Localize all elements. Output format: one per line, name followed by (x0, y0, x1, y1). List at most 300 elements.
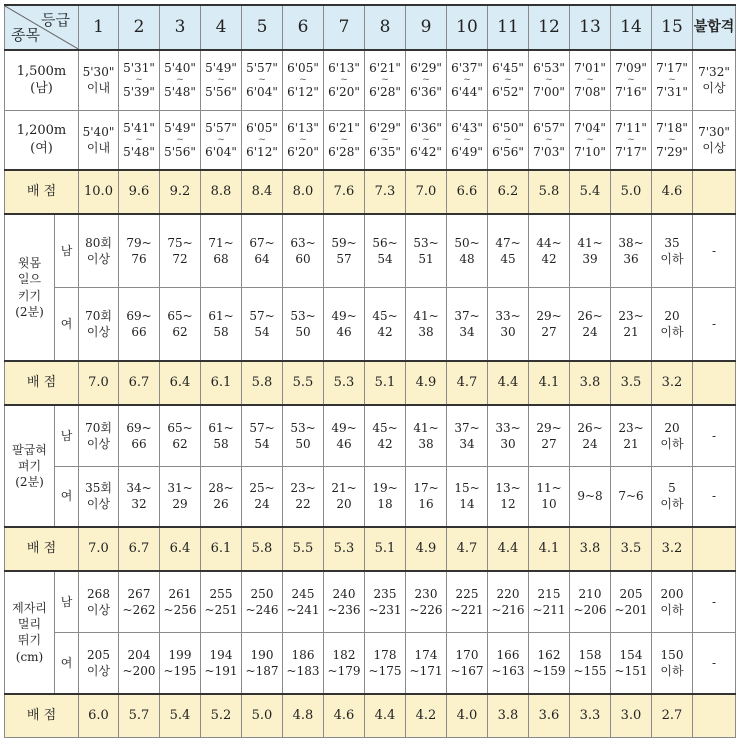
grade-cell (652, 466, 693, 527)
score-value: 2.7 (652, 694, 693, 738)
cell-text: 61~ (208, 308, 234, 323)
score-value: 6.7 (119, 527, 160, 571)
situp-female-row (5, 288, 736, 361)
cell-text: 68 (213, 252, 229, 267)
cell-text: 21 (623, 436, 639, 451)
grade-cell (324, 288, 365, 361)
cell-text: 7'10" (574, 144, 606, 159)
cell-text: 162 (537, 647, 561, 662)
grade-cell (160, 214, 201, 287)
run_1500-row (5, 50, 736, 110)
cell-text: 6'13" (287, 120, 319, 135)
score-value: 4.4 (365, 694, 406, 738)
event-name-line: 팔굽혀 (12, 442, 47, 457)
cell-text: ~171 (409, 663, 443, 678)
cell-text: 6'56" (492, 144, 524, 159)
cell-text: 57~ (249, 420, 275, 435)
cell-text: 6'53" (533, 60, 565, 75)
pushup-score-row (5, 527, 736, 571)
score-value: 5.3 (324, 527, 365, 571)
range-tilde: ~ (668, 134, 676, 145)
cell-text: ~226 (409, 602, 443, 617)
cell-text: 67~ (249, 235, 275, 250)
cell-text: 53~ (413, 235, 439, 250)
cell-text: 38 (418, 325, 434, 340)
cell-text: ~187 (245, 663, 279, 678)
cell-text: 220 (496, 586, 520, 601)
grade-cell (652, 405, 693, 466)
cell-text: 62 (172, 436, 188, 451)
grade-cell (447, 405, 488, 466)
score-value: 3.5 (611, 527, 652, 571)
grade-cell (365, 110, 406, 170)
grade-cell (570, 405, 611, 466)
range-tilde: ~ (463, 75, 471, 86)
cell-text: 7'30" (698, 124, 730, 139)
event-name-line: 윗몸 (17, 256, 42, 271)
score-value: 5.4 (570, 170, 611, 214)
cell-text: 54 (377, 252, 393, 267)
score-value: 9.6 (119, 170, 160, 214)
cell-text: 5'48" (164, 85, 196, 100)
cell-text: ~262 (122, 602, 156, 617)
score-value: 4.4 (488, 527, 529, 571)
cell-text: 33~ (495, 420, 521, 435)
cell-text: 5'31" (123, 60, 155, 75)
cell-text: 44~ (536, 235, 562, 250)
grade-cell (488, 632, 529, 693)
cell-text: 46 (336, 325, 352, 340)
event-name (5, 110, 79, 170)
range-tilde: ~ (258, 134, 266, 145)
corner-header (5, 5, 79, 50)
cell-text: 194 (209, 647, 233, 662)
cell-text: 33~ (495, 308, 521, 323)
cell-text: 5'57" (246, 60, 278, 75)
cell-text: 186 (291, 647, 315, 662)
cell-text: 24 (582, 325, 598, 340)
cell-text: 7'18" (656, 120, 688, 135)
grade-number: 4 (201, 5, 242, 50)
event-name-line: (cm) (15, 649, 44, 664)
fail-header: 불합격 (693, 5, 736, 50)
cell-text: 30 (500, 325, 516, 340)
grade-number: 13 (570, 5, 611, 50)
cell-text: 30 (500, 436, 516, 451)
grade-cell (570, 632, 611, 693)
grade-number: 7 (324, 5, 365, 50)
grade-cell (488, 214, 529, 287)
event-name-line: 키기 (17, 288, 42, 303)
cell-text: 37~ (454, 308, 480, 323)
cell-text: 210 (578, 586, 602, 601)
cell-text: 7'00" (533, 85, 565, 100)
score-empty (693, 527, 736, 571)
grade-cell (283, 466, 324, 527)
cell-text: 69~ (126, 308, 152, 323)
score-value: 6.2 (488, 170, 529, 214)
score-empty (693, 361, 736, 405)
cell-text: 6'29" (410, 60, 442, 75)
grade-cell (79, 110, 119, 170)
cell-text: 66 (131, 436, 147, 451)
cell-text: 6'04" (205, 144, 237, 159)
grade-cell (570, 466, 611, 527)
grade-cell (488, 110, 529, 170)
score-value: 8.0 (283, 170, 324, 214)
score-value: 5.0 (611, 170, 652, 214)
score-value: 7.6 (324, 170, 365, 214)
cell-text: 23~ (618, 308, 644, 323)
score-value: 6.7 (119, 361, 160, 405)
cell-text: 261 (168, 586, 192, 601)
cell-text: 이상 (86, 436, 111, 451)
grade-cell (570, 288, 611, 361)
cell-text: 17~ (413, 481, 439, 496)
grade-cell (119, 405, 160, 466)
grade-cell (529, 466, 570, 527)
fail-cell: - (693, 288, 736, 361)
range-tilde: ~ (545, 75, 553, 86)
event-name-line: 펴기 (17, 458, 42, 473)
cell-text: 76 (131, 252, 147, 267)
cell-text: (여) (30, 140, 53, 156)
cell-text: 69~ (126, 420, 152, 435)
cell-text: 7'31" (656, 85, 688, 100)
grade-cell (365, 405, 406, 466)
cell-text: 21~ (331, 481, 357, 496)
score-value: 5.4 (160, 694, 201, 738)
cell-text: 62 (172, 325, 188, 340)
cell-text: ~179 (327, 663, 361, 678)
cell-text: 이내 (86, 81, 111, 96)
range-tilde: ~ (668, 75, 676, 86)
grade-number: 12 (529, 5, 570, 50)
cell-text: 70회 (85, 420, 112, 435)
sex-label: 남 (55, 571, 79, 632)
situp-score-row (5, 361, 736, 405)
grade-cell (119, 466, 160, 527)
grade-cell (242, 50, 283, 110)
cell-text: 245 (291, 586, 315, 601)
cell-text: 이상 (86, 602, 111, 617)
grade-cell (79, 214, 119, 287)
grade-cell (201, 632, 242, 693)
fail-cell: - (693, 214, 736, 287)
cell-text: ~191 (204, 663, 238, 678)
cell-text: 5'40" (164, 60, 196, 75)
cell-text: ~221 (450, 602, 484, 617)
cell-text: 58 (213, 325, 229, 340)
cell-text: 27 (541, 436, 557, 451)
grade-number: 14 (611, 5, 652, 50)
score-value: 7.0 (406, 170, 447, 214)
cell-text: 20 (664, 308, 680, 323)
grade-cell (242, 405, 283, 466)
score-value: 5.8 (242, 361, 283, 405)
cell-text: ~211 (532, 602, 566, 617)
cell-text: 150 (660, 647, 684, 662)
cell-text: 6'42" (410, 144, 442, 159)
score-value: 3.8 (570, 527, 611, 571)
cell-text: 29~ (536, 420, 562, 435)
grade-cell (79, 571, 119, 632)
grade-cell (324, 405, 365, 466)
grade-cell (201, 405, 242, 466)
score-value: 4.6 (324, 694, 365, 738)
grade-cell (447, 214, 488, 287)
cell-text: 50 (295, 436, 311, 451)
score-value: 5.2 (201, 694, 242, 738)
event-name-line: 일으 (17, 272, 42, 287)
grade-cell (365, 571, 406, 632)
cell-text: 5'56" (205, 85, 237, 100)
grade-cell (652, 214, 693, 287)
cell-text: 이상 (702, 140, 726, 155)
cell-text: 11~ (536, 481, 562, 496)
grade-cell (406, 110, 447, 170)
cell-text: 이하 (660, 436, 684, 451)
grade-cell (488, 288, 529, 361)
cell-text: 235 (373, 586, 397, 601)
grade-cell (201, 571, 242, 632)
range-tilde: ~ (299, 75, 307, 86)
cell-text: 7'03" (533, 144, 565, 159)
grade-cell (529, 571, 570, 632)
grade-cell (201, 288, 242, 361)
cell-text: 15~ (454, 481, 480, 496)
score-value: 4.1 (529, 527, 570, 571)
event-name-line: (2분) (15, 304, 44, 319)
grade-cell (119, 632, 160, 693)
cell-text: (남) (30, 81, 53, 97)
grade-cell (529, 288, 570, 361)
fail-cell: - (693, 466, 736, 527)
cell-text: 45~ (372, 308, 398, 323)
score-value: 4.4 (488, 361, 529, 405)
cell-text: 7'04" (574, 120, 606, 135)
cell-text: ~201 (614, 602, 648, 617)
score-value: 5.3 (324, 361, 365, 405)
cell-text: 57 (336, 252, 352, 267)
range-tilde: ~ (463, 134, 471, 145)
cell-text: ~200 (122, 663, 156, 678)
cell-text: 22 (295, 497, 311, 512)
sex-label: 남 (55, 405, 79, 466)
cell-text: 174 (414, 647, 438, 662)
cell-text: 49~ (331, 308, 357, 323)
grade-cell (324, 214, 365, 287)
cell-text: 25~ (249, 481, 275, 496)
cell-text: 7~6 (618, 489, 644, 504)
cell-text: 29 (172, 497, 188, 512)
cell-text: ~241 (286, 602, 320, 617)
grade-cell (611, 466, 652, 527)
cell-text: 56~ (372, 235, 398, 250)
range-tilde: ~ (217, 134, 225, 145)
cell-text: 12 (500, 497, 516, 512)
fail-cell: - (693, 571, 736, 632)
cell-text: 21 (623, 325, 639, 340)
grade-cell (283, 571, 324, 632)
cell-text: 26~ (577, 308, 603, 323)
cell-text: 7'09" (615, 60, 647, 75)
grade-cell (529, 110, 570, 170)
cell-text: 54 (254, 325, 270, 340)
grade-number: 15 (652, 5, 693, 50)
cell-text: 28~ (208, 481, 234, 496)
cell-text: 6'36" (410, 85, 442, 100)
cell-text: 5'49" (164, 120, 196, 135)
score-value: 6.4 (160, 527, 201, 571)
sex-label: 여 (55, 632, 79, 693)
grade-cell (529, 405, 570, 466)
cell-text: ~163 (491, 663, 525, 678)
cell-text: 6'29" (369, 120, 401, 135)
cell-text: 182 (332, 647, 356, 662)
cell-text: 이하 (660, 252, 684, 267)
grade-number: 2 (119, 5, 160, 50)
range-tilde: ~ (422, 75, 430, 86)
score-value: 8.4 (242, 170, 283, 214)
score-value: 7.0 (79, 361, 119, 405)
fail-cell: - (693, 405, 736, 466)
score-value: 5.8 (529, 170, 570, 214)
cell-text: 66 (131, 325, 147, 340)
cell-text: 이상 (86, 497, 111, 512)
cell-text: 41~ (413, 420, 439, 435)
cell-text: 75~ (167, 235, 193, 250)
grade-cell (242, 110, 283, 170)
grade-cell (447, 632, 488, 693)
pushup-male-row (5, 405, 736, 466)
cell-text: 23~ (618, 420, 644, 435)
score-value: 5.0 (242, 694, 283, 738)
grade-cell (242, 632, 283, 693)
score-label: 배 점 (5, 527, 79, 571)
cell-text: 7'17" (656, 60, 688, 75)
cell-text: 6'37" (451, 60, 483, 75)
cell-text: 6'35" (369, 144, 401, 159)
cell-text: 60 (295, 252, 311, 267)
grade-number: 5 (242, 5, 283, 50)
cell-text: 5'56" (164, 144, 196, 159)
cell-text: 이내 (86, 140, 111, 155)
grade-cell (406, 632, 447, 693)
cell-text: 53~ (290, 308, 316, 323)
cell-text: 5'41" (123, 120, 155, 135)
cell-text: 170 (455, 647, 479, 662)
cell-text: 65~ (167, 308, 193, 323)
event-name (5, 50, 79, 110)
cell-text: 35회 (85, 481, 112, 496)
cell-text: 158 (578, 647, 602, 662)
score-value: 5.1 (365, 361, 406, 405)
grade-cell (119, 214, 160, 287)
cell-text: ~195 (163, 663, 197, 678)
grade-cell (324, 632, 365, 693)
grade-cell (570, 110, 611, 170)
range-tilde: ~ (381, 75, 389, 86)
grade-cell (283, 50, 324, 110)
cell-text: 7'08" (574, 85, 606, 100)
score-value: 4.6 (652, 170, 693, 214)
jump-female-row (5, 632, 736, 693)
cell-text: 6'05" (287, 60, 319, 75)
event-name (5, 405, 55, 527)
grade-cell (160, 466, 201, 527)
score-value: 3.2 (652, 361, 693, 405)
score-value: 3.8 (570, 361, 611, 405)
item-label: 종목 (11, 25, 40, 44)
event-name-line: 뛰기 (17, 633, 42, 648)
score-empty (693, 694, 736, 738)
cell-text: 70회 (85, 308, 112, 323)
grade-cell (488, 50, 529, 110)
grade-cell (283, 405, 324, 466)
grade-cell (652, 632, 693, 693)
cell-text: 65~ (167, 420, 193, 435)
fail-cell: - (693, 632, 736, 693)
grade-cell (242, 571, 283, 632)
score-label: 배 점 (5, 694, 79, 738)
cell-text: 5'39" (123, 85, 155, 100)
sex-label: 여 (55, 466, 79, 527)
range-tilde: ~ (545, 134, 553, 145)
cell-text: 6'05" (246, 120, 278, 135)
grade-cell (79, 632, 119, 693)
cell-text: 199 (168, 647, 192, 662)
cell-text: 51 (418, 252, 434, 267)
cell-text: 225 (455, 586, 479, 601)
grade-cell (652, 288, 693, 361)
cell-text: 5'49" (205, 60, 237, 75)
score-value: 6.1 (201, 361, 242, 405)
grade-cell (324, 50, 365, 110)
cell-text: 230 (414, 586, 438, 601)
cell-text: 205 (87, 647, 110, 662)
cell-text: ~155 (573, 663, 607, 678)
cell-text: 6'45" (492, 60, 524, 75)
cell-text: ~183 (286, 663, 320, 678)
score-value: 3.6 (529, 694, 570, 738)
cell-text: 이하 (660, 663, 684, 678)
grade-cell (611, 405, 652, 466)
range-tilde: ~ (299, 134, 307, 145)
score-value: 5.5 (283, 527, 324, 571)
grade-number: 6 (283, 5, 324, 50)
score-value: 6.0 (79, 694, 119, 738)
cell-text: 42 (377, 325, 393, 340)
score-value: 3.8 (488, 694, 529, 738)
score-value: 7.0 (79, 527, 119, 571)
grade-label: 등급 (41, 11, 70, 29)
cell-text: 6'52" (492, 85, 524, 100)
cell-text: 6'43" (451, 120, 483, 135)
grade-cell (488, 466, 529, 527)
cell-text: 31~ (167, 481, 193, 496)
grade-cell (160, 110, 201, 170)
score-value: 5.1 (365, 527, 406, 571)
grade-cell (201, 466, 242, 527)
grade-cell (652, 50, 693, 110)
cell-text: 6'12" (246, 144, 278, 159)
score-value: 6.6 (447, 170, 488, 214)
grade-cell (242, 214, 283, 287)
fail-cell (693, 50, 736, 110)
grade-cell (160, 571, 201, 632)
cell-text: ~159 (532, 663, 566, 678)
